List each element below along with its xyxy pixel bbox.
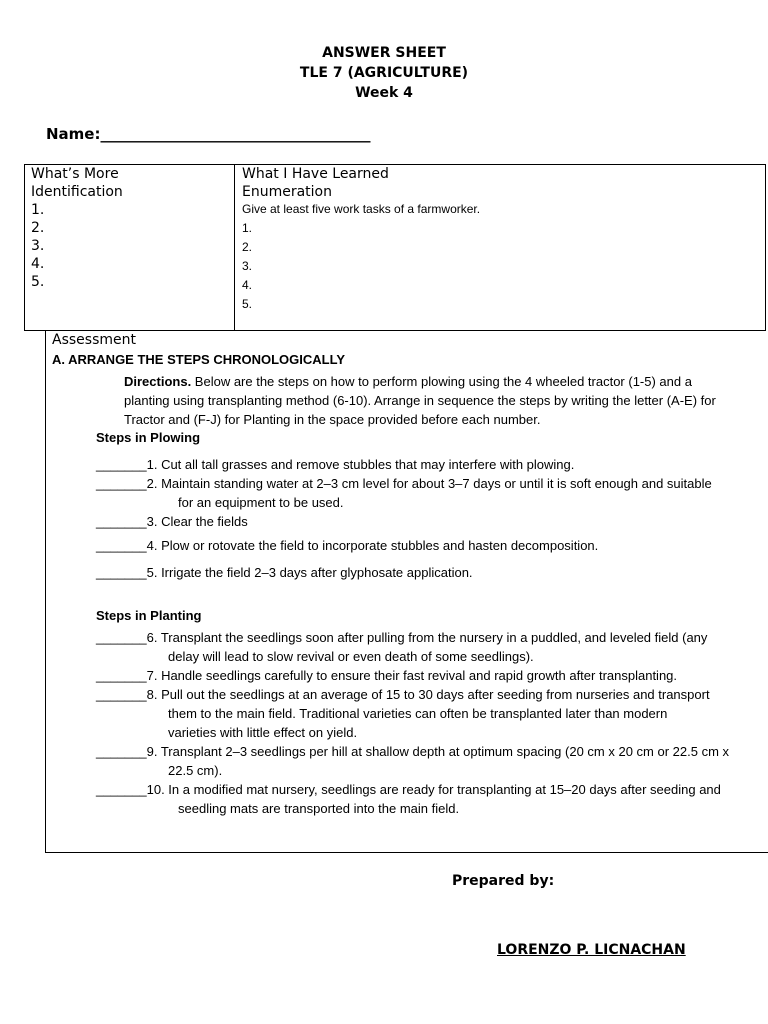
identification-item: 5. — [31, 274, 45, 290]
step-text-cont: seedling mats are transported into the main field. — [178, 801, 460, 816]
step-text: _______6. Transplant the seedlings soon after pulling from the nursery in a puddled, and leveled field (any — [96, 630, 708, 645]
enumeration-item: 3. — [242, 259, 253, 273]
plowing-step — [96, 563, 768, 582]
planting-step — [96, 666, 768, 685]
identification-item: 4. — [31, 256, 45, 272]
planting-step — [96, 742, 768, 780]
step-text: _______1. Cut all tall grasses and remove stubbles that may interfere with plowing. — [96, 457, 575, 472]
name-field — [46, 125, 370, 143]
step-text: _______2. Maintain standing water at 2–3 cm level for about 3–7 days or until it is soft enough and suitable — [96, 476, 712, 491]
step-text-cont: varieties with little effect on yield. — [168, 725, 358, 740]
preparer-name: LORENZO P. LICNACHAN — [497, 942, 686, 958]
plowing-step — [96, 536, 768, 555]
directions-text: planting using transplanting method (6-10). Arrange in sequence the steps by writing the letter (A-E) for — [124, 393, 716, 408]
step-text: _______4. Plow or rotovate the field to incorporate stubbles and hasten decomposition. — [96, 538, 599, 553]
step-text: _______8. Pull out the seedlings at an average of 15 to 30 days after seeding from nurseries and transport — [96, 687, 710, 702]
planting-step — [96, 780, 768, 818]
enumeration-instruction: Give at least five work tasks of a farmworker. — [242, 202, 481, 216]
directions-label: Directions. — [124, 374, 192, 389]
title-week: Week 4 — [355, 85, 413, 101]
assessment-label: Assessment — [52, 332, 136, 348]
directions-text: Below are the steps on how to perform plowing using the 4 wheeled tractor (1-5) and a — [191, 374, 692, 389]
enumeration-item: 4. — [242, 278, 253, 292]
step-text-cont: for an equipment to be used. — [178, 495, 344, 510]
identification-subheading: Identification — [31, 184, 123, 200]
step-text: _______5. Irrigate the field 2–3 days after glyphosate application. — [96, 565, 473, 580]
enumeration-subheading: Enumeration — [242, 184, 332, 200]
step-text-cont: 22.5 cm). — [168, 763, 223, 778]
identification-item: 2. — [31, 220, 45, 236]
name-label: Name: — [46, 125, 101, 143]
step-text-cont: delay will lead to slow revival or even death of some seedlings). — [168, 649, 534, 664]
whats-more-cell — [31, 165, 123, 291]
directions — [124, 372, 716, 429]
step-text: _______7. Handle seedlings carefully to ensure their fast revival and rapid growth after transplanting. — [96, 668, 678, 683]
enumeration-item: 5. — [242, 297, 253, 311]
title-answer-sheet: ANSWER SHEET — [322, 45, 446, 61]
planting-step — [96, 628, 768, 666]
section-title: A. ARRANGE THE STEPS CHRONOLOGICALLY — [52, 352, 346, 367]
directions-text: Tractor and (F-J) for Planting in the space provided before each number. — [124, 412, 541, 427]
step-text: _______3. Clear the fields — [96, 514, 248, 529]
enumeration-item: 2. — [242, 240, 253, 254]
table-divider — [234, 164, 235, 331]
enumeration-item: 1. — [242, 221, 253, 235]
what-i-have-learned-cell — [242, 165, 480, 314]
title-subject: TLE 7 (AGRICULTURE) — [299, 65, 469, 81]
plowing-step — [96, 512, 768, 531]
step-text: _______9. Transplant 2–3 seedlings per hill at shallow depth at optimum spacing (20 cm x 20 cm or 22.5 cm x — [96, 744, 730, 759]
step-text-cont: them to the main field. Traditional varieties can often be transplanted later than modern — [168, 706, 668, 721]
plowing-step — [96, 474, 768, 512]
identification-item: 1. — [31, 202, 45, 218]
what-i-have-learned-heading: What I Have Learned — [242, 166, 389, 182]
name-blank: ____________________________________ — [100, 125, 371, 143]
whats-more-heading: What’s More — [31, 166, 119, 182]
plowing-step — [96, 455, 768, 474]
step-text: _______10. In a modified mat nursery, seedlings are ready for transplanting at 15–20 days after seeding and — [96, 782, 721, 797]
prepared-by-label: Prepared by: — [452, 873, 555, 889]
plowing-title: Steps in Plowing — [96, 430, 201, 445]
planting-step — [96, 685, 768, 742]
identification-item: 3. — [31, 238, 45, 254]
planting-title: Steps in Planting — [96, 608, 202, 623]
